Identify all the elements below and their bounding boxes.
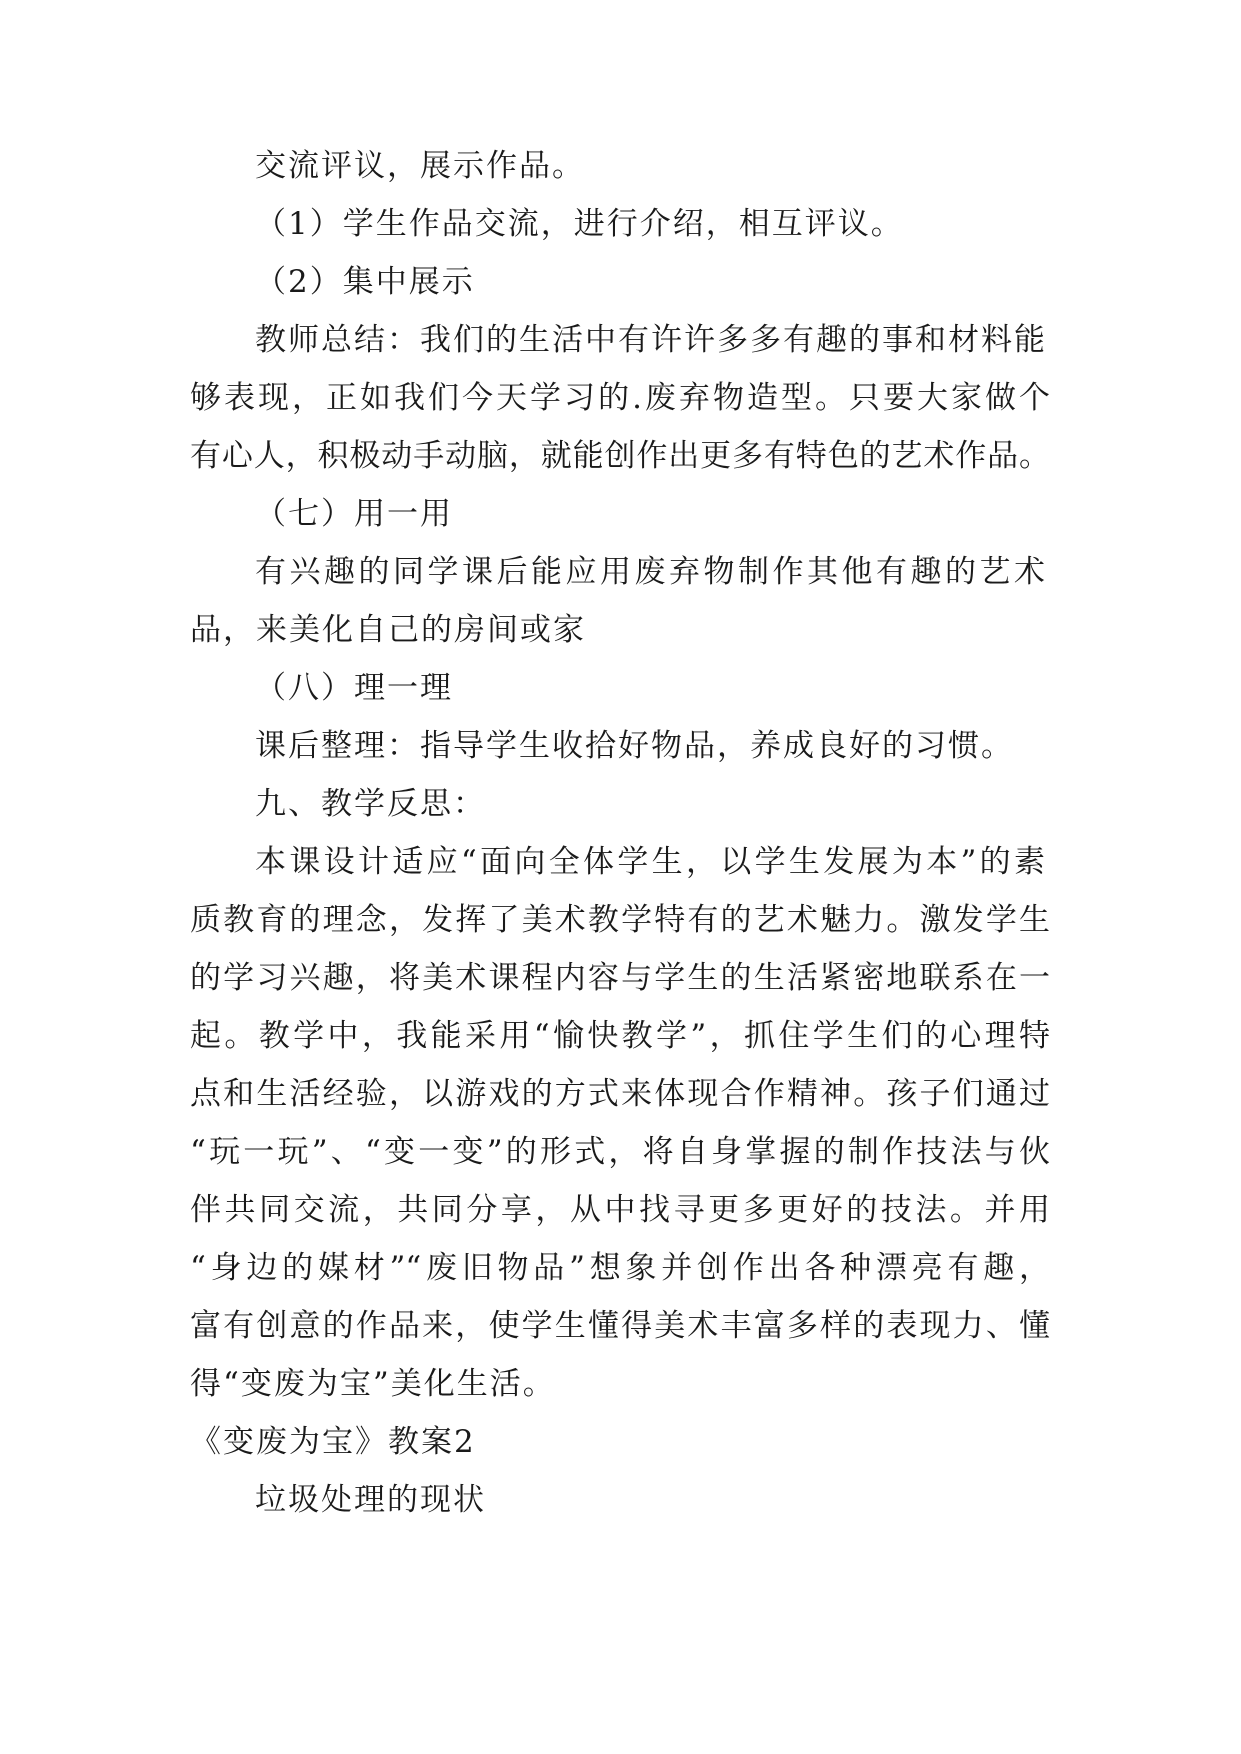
paragraph-line: 起。教学中，我能采用“愉快教学”，抓住学生们的心理特 (190, 1018, 1050, 1054)
paragraph-line: 富有创意的作品来，使学生懂得美术丰富多样的表现力、懂 (190, 1308, 1050, 1344)
paragraph-line: “身边的媒材”“废旧物品”想象并创作出各种漂亮有趣， (190, 1250, 1050, 1286)
paragraph-line: 教师总结：我们的生活中有许许多多有趣的事和材料能 (255, 322, 1045, 358)
paragraph-line: 本课设计适应“面向全体学生，以学生发展为本”的素 (255, 844, 1045, 880)
paragraph-line: 交流评议，展示作品。 (255, 148, 585, 184)
paragraph-line: 品，来美化自己的房间或家 (190, 612, 586, 648)
section-heading: （七）用一用 (255, 496, 453, 532)
paragraph-line: 的学习兴趣，将美术课程内容与学生的生活紧密地联系在一 (190, 960, 1050, 996)
paragraph-line: 课后整理：指导学生收拾好物品，养成良好的习惯。 (255, 728, 1014, 764)
document-title: 《变废为宝》教案2 (190, 1424, 476, 1460)
paragraph-line: 点和生活经验，以游戏的方式来体现合作精神。孩子们通过 (190, 1076, 1050, 1112)
paragraph-line: 有兴趣的同学课后能应用废弃物制作其他有趣的艺术 (255, 554, 1045, 590)
paragraph-line: “玩一玩”、“变一变”的形式，将自身掌握的制作技法与伙 (190, 1134, 1050, 1170)
section-heading: （八）理一理 (255, 670, 453, 706)
paragraph-line: 得“变废为宝”美化生活。 (190, 1366, 556, 1402)
paragraph-line: 有心人，积极动手动脑，就能创作出更多有特色的艺术作品。 (190, 438, 1050, 474)
paragraph-line: （2）集中展示 (255, 264, 475, 300)
paragraph-line: 够表现，正如我们今天学习的.废弃物造型。只要大家做个 (190, 380, 1050, 416)
section-heading: 垃圾处理的现状 (255, 1482, 486, 1518)
section-heading: 九、教学反思： (255, 786, 486, 822)
paragraph-line: （1）学生作品交流，进行介绍，相互评议。 (255, 206, 904, 242)
paragraph-line: 质教育的理念，发挥了美术教学特有的艺术魅力。激发学生 (190, 902, 1050, 938)
paragraph-line: 伴共同交流，共同分享，从中找寻更多更好的技法。并用 (190, 1192, 1050, 1228)
